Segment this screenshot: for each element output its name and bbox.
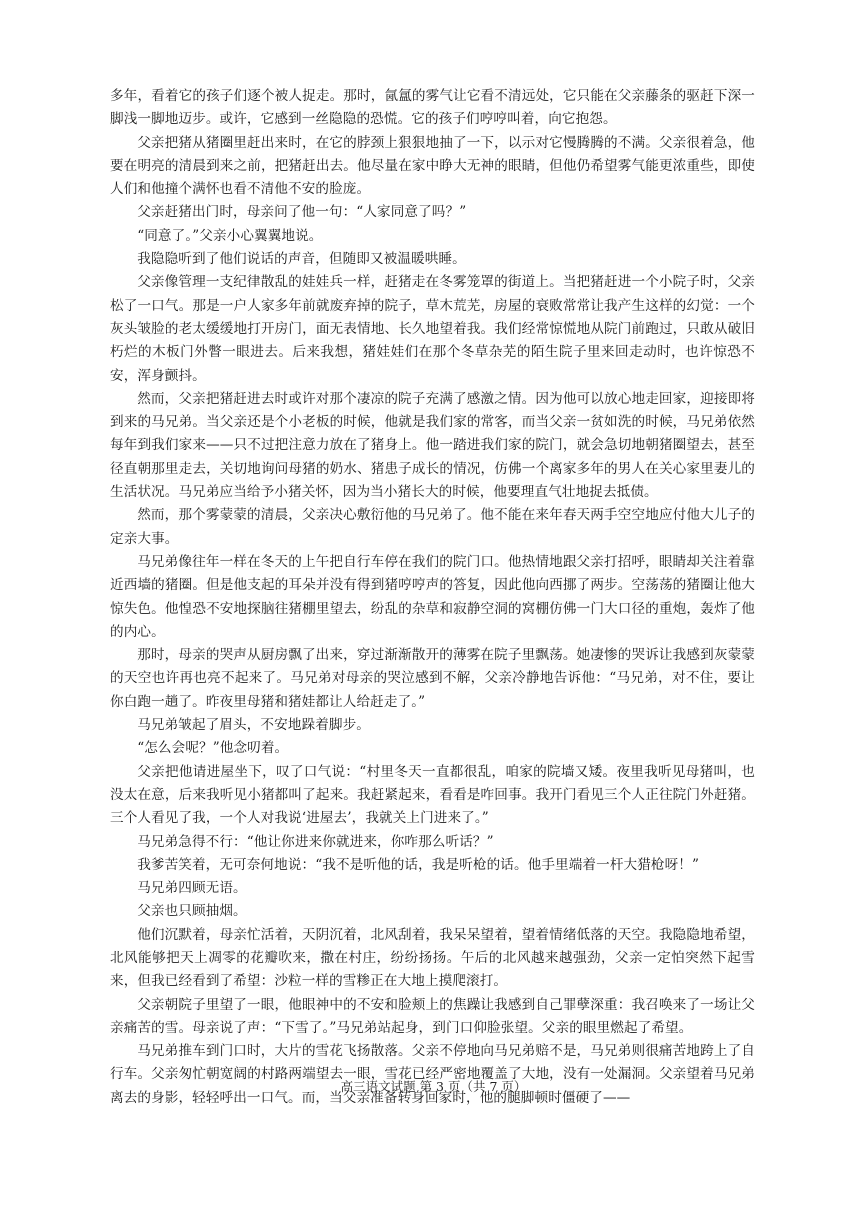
paragraph: 他们沉默着，母亲忙活着，天阴沉着，北风刮着，我呆呆望着，望着情绪低落的天空。我隐隐地希望，北风能够把天上凋零的花瓣吹来，撒在村庄，纷纷扬扬。午后的北风越来越强劲，父亲一定怕突然下起雪来，但我已经看到了希望：沙粒一样的雪糁正在大地上摸爬滚打。	[110, 926, 755, 990]
page-footer: 高三语文试题 第 3 页（共 7 页）	[340, 1079, 527, 1094]
paragraph: 然而，那个雾蒙蒙的清晨，父亲决心敷衍他的马兄弟了。他不能在来年春天两手空空地应付他大儿子的定亲大事。	[110, 507, 755, 547]
paragraph: 父亲把他请进屋坐下，叹了口气说：“村里冬天一直都很乱，咱家的院墙又矮。夜里我听见母猪叫，也没太在意，后来我听见小猪都叫了起来。我赶紧起来，看看是咋回事。我开门看见三个人正往院门外赶猪。三个人看见了我，一个人对我说‘进屋去’，我就关上门进来了。”	[110, 763, 755, 827]
story-text	[110, 85, 755, 1110]
paragraph: 我隐隐听到了他们说话的声音，但随即又被温暖哄睡。	[137, 251, 466, 268]
paragraph: 我爹苦笑着，无可奈何地说：“我不是听他的话，我是听枪的话。他手里端着一杆大猎枪呀！”	[137, 856, 700, 873]
paragraph: 多年，看着它的孩子们逐个被人捉走。那时，氤氲的雾气让它看不清远处，它只能在父亲藤条的驱赶下深一脚浅一脚地迈步。或许，它感到一丝隐隐的恐慌。它的孩子们哼哼叫着，向它抱怨。	[110, 88, 755, 128]
paragraph: 父亲朝院子里望了一眼，他眼神中的不安和脸颊上的焦躁让我感到自己罪孽深重：我召唤来了一场让父亲痛苦的雪。母亲说了声：“下雪了。”马兄弟站起身，到门口仰脸张望。父亲的眼里燃起了希望。	[110, 996, 755, 1036]
paragraph: 马兄弟急得不行：“他让你进来你就进来，你咋那么听话？”	[137, 833, 494, 850]
paragraph: 马兄弟皱起了眉头，不安地跺着脚步。	[137, 717, 370, 734]
paragraph: 马兄弟四顾无语。	[137, 880, 247, 897]
paragraph: 马兄弟推车到门口时，大片的雪花飞扬散落。父亲不停地向马兄弟赔不是，马兄弟则很痛苦地跨上了自行车。父亲匆忙朝宽阔的村路两端望去一眼，雪花已经严密地覆盖了大地，没有一处漏洞。父亲望着马兄弟离去的身影，轻轻呼出一口气。而，当父亲准备转身回家时，他的腿脚顿时僵硬了——	[110, 1043, 755, 1106]
paragraph: 马兄弟像往年一样在冬天的上午把自行车停在我们的院门口。他热情地跟父亲打招呼，眼睛却关注着靠近西墙的猪圈。但是他支起的耳朵并没有得到猪哼哼声的答复，因此他向西挪了两步。空荡荡的猪圈让他大惊失色。他惶恐不安地探脑往猪棚里望去，纷乱的杂草和寂静空洞的窝棚仿佛一门大口径的重炮，轰炸了他的内心。	[110, 553, 755, 640]
paragraph: “同意了。”父亲小心翼翼地说。	[137, 227, 323, 244]
paragraph: 父亲赶猪出门时，母亲问了他一句：“人家同意了吗？”	[137, 204, 467, 221]
paragraph: 父亲把猪从猪圈里赶出来时，在它的脖颈上狠狠地抽了一下，以示对它慢腾腾的不满。父亲很着急，他要在明亮的清晨到来之前，把猪赶出去。他尽量在家中睁大无神的眼睛，但他仍希望雾气能更浓重些，即使人们和他撞个满怀也看不清他不安的脸庞。	[110, 134, 755, 198]
paragraph: “怎么会呢？”他念叨着。	[137, 740, 289, 757]
paragraph: 那时，母亲的哭声从厨房飘了出来，穿过渐渐散开的薄雾在院子里飘荡。她凄惨的哭诉让我感到灰蒙蒙的天空也许再也亮不起来了。马兄弟对母亲的哭泣感到不解，父亲冷静地告诉他：“马兄弟，对不住，要让你白跑一趟了。昨夜里母猪和猪娃都让人给赶走了。”	[110, 647, 755, 710]
paragraph: 然而，父亲把猪赶进去时或许对那个凄凉的院子充满了感激之情。因为他可以放心地走回家，迎接即将到来的马兄弟。当父亲还是个小老板的时候，他就是我们家的常客，而当父亲一贫如洗的时候，马兄弟依然每年到我们家来——只不过把注意力放在了猪身上。他一踏进我们家的院门，就会急切地朝猪圈望去，甚至径直朝那里走去，关切地询问母猪的奶水、猪患子成长的情况，仿佛一个离家多年的男人在关心家里妻儿的生活状况。马兄弟应当给予小猪关怀，因为当小猪长大的时候，他要理直气壮地捉去抵债。	[110, 390, 755, 501]
paragraph: 父亲像管理一支纪律散乱的娃娃兵一样，赶猪走在冬雾笼罩的街道上。当把猪赶进一个小院子时，父亲松了一口气。那是一户人家多年前就废弃掉的院子，草木荒芜，房屋的衰败常常让我产生这样的幻觉：一个灰头皱脸的老太缓缓地打开房门，面无表情地、长久地望着我。我们经常惊慌地从院门前跑过，只敢从破旧朽烂的木板门外瞥一眼进去。后来我想，猪娃娃们在那个冬草杂芜的陌生院子里来回走动时，也许惊恐不安，浑身颤抖。	[110, 274, 755, 384]
paragraph: 父亲也只顾抽烟。	[137, 903, 247, 920]
